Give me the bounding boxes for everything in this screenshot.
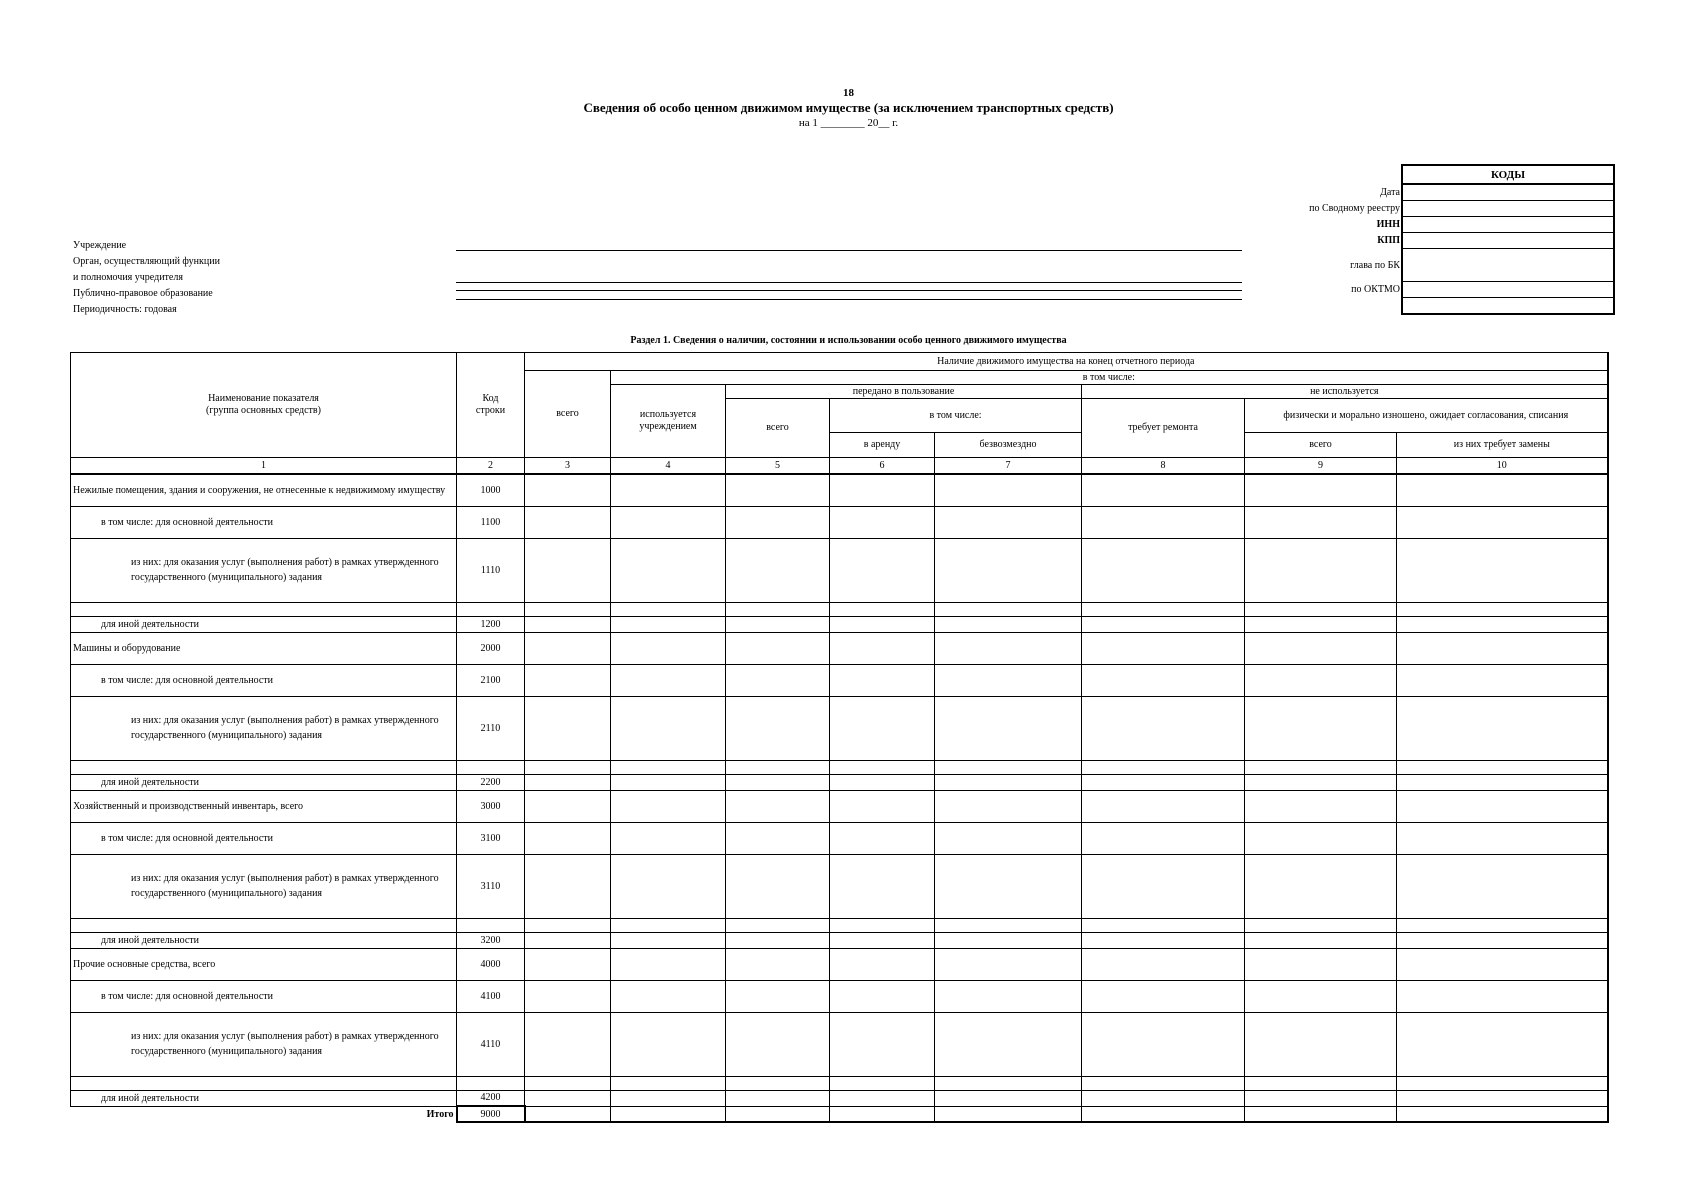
value-cell[interactable] <box>830 918 935 932</box>
value-cell[interactable] <box>1245 1012 1397 1076</box>
table-row <box>71 1076 1608 1090</box>
value-cell[interactable] <box>1245 854 1397 918</box>
value-cell[interactable] <box>1082 854 1245 918</box>
value-cell[interactable] <box>1397 980 1608 1012</box>
municipality-label: Публично-правовое образование <box>73 288 213 299</box>
value-cell[interactable] <box>1397 948 1608 980</box>
table-row <box>71 932 1608 948</box>
value-cell[interactable] <box>1397 632 1608 664</box>
row-name <box>71 602 457 616</box>
document-header <box>0 86 1697 130</box>
founder-fill-line-2[interactable] <box>456 290 1242 291</box>
table-row <box>71 1012 1608 1076</box>
value-cell[interactable] <box>830 948 935 980</box>
value-cell[interactable] <box>830 664 935 696</box>
row-name: для иной деятельности <box>71 1090 457 1106</box>
column-number: 5 <box>726 458 830 475</box>
value-cell[interactable] <box>1245 822 1397 854</box>
value-cell[interactable] <box>1245 760 1397 774</box>
header-total: всего <box>525 371 611 458</box>
total-value-cell[interactable] <box>611 1106 726 1122</box>
value-cell[interactable] <box>935 980 1082 1012</box>
value-cell[interactable] <box>726 664 830 696</box>
value-cell[interactable] <box>726 760 830 774</box>
value-cell[interactable] <box>935 506 1082 538</box>
value-cell[interactable] <box>1397 822 1608 854</box>
row-code: 1110 <box>457 538 525 602</box>
value-cell[interactable] <box>935 1090 1082 1106</box>
value-cell[interactable] <box>830 980 935 1012</box>
value-cell[interactable] <box>1082 538 1245 602</box>
value-cell[interactable] <box>726 616 830 632</box>
founder-fill-line[interactable] <box>456 282 1242 283</box>
value-cell[interactable] <box>726 854 830 918</box>
header-worn-out-total: всего <box>1245 433 1397 458</box>
code-field-extra[interactable] <box>1402 298 1614 315</box>
header-transferred-including: в том числе: <box>830 399 1082 433</box>
value-cell[interactable] <box>611 822 726 854</box>
value-cell[interactable] <box>1245 602 1397 616</box>
value-cell[interactable] <box>830 696 935 760</box>
code-field-date[interactable] <box>1402 184 1614 201</box>
value-cell[interactable] <box>525 854 611 918</box>
row-name <box>71 760 457 774</box>
section-title: Раздел 1. Сведения о наличии, состоянии и использовании особо ценного движимого имущества <box>630 335 1067 346</box>
table-row <box>71 506 1608 538</box>
value-cell[interactable] <box>935 774 1082 790</box>
value-cell[interactable] <box>1082 474 1245 506</box>
value-cell[interactable] <box>935 854 1082 918</box>
value-cell[interactable] <box>1082 918 1245 932</box>
column-number: 10 <box>1397 458 1608 475</box>
value-cell[interactable] <box>1397 790 1608 822</box>
value-cell[interactable] <box>1082 1012 1245 1076</box>
row-name: в том числе: для основной деятельности <box>71 980 457 1012</box>
value-cell[interactable] <box>525 774 611 790</box>
value-cell[interactable] <box>1082 822 1245 854</box>
row-code: 4110 <box>457 1012 525 1076</box>
value-cell[interactable] <box>1245 696 1397 760</box>
value-cell[interactable] <box>1397 918 1608 932</box>
row-code: 2000 <box>457 632 525 664</box>
value-cell[interactable] <box>830 1076 935 1090</box>
value-cell[interactable] <box>611 632 726 664</box>
header-including: в том числе: <box>611 371 1608 385</box>
value-cell[interactable] <box>611 760 726 774</box>
code-field-kpp[interactable] <box>1402 233 1614 249</box>
table-row <box>71 696 1608 760</box>
value-cell[interactable] <box>726 1012 830 1076</box>
codes-label-bk: глава по БК <box>1350 259 1400 271</box>
value-cell[interactable] <box>726 1076 830 1090</box>
value-cell[interactable] <box>1245 538 1397 602</box>
table-row <box>71 854 1608 918</box>
row-name: для иной деятельности <box>71 616 457 632</box>
value-cell[interactable] <box>1245 632 1397 664</box>
value-cell[interactable] <box>726 774 830 790</box>
column-number: 6 <box>830 458 935 475</box>
header-requires-repair: требует ремонта <box>1082 399 1245 458</box>
value-cell[interactable] <box>611 1090 726 1106</box>
value-cell[interactable] <box>935 538 1082 602</box>
row-code: 3200 <box>457 932 525 948</box>
row-code: 2100 <box>457 664 525 696</box>
column-number: 7 <box>935 458 1082 475</box>
value-cell[interactable] <box>726 918 830 932</box>
value-cell[interactable] <box>726 1090 830 1106</box>
total-value-cell[interactable] <box>726 1106 830 1122</box>
value-cell[interactable] <box>611 854 726 918</box>
value-cell[interactable] <box>935 948 1082 980</box>
row-code: 1100 <box>457 506 525 538</box>
table-row <box>71 664 1608 696</box>
value-cell[interactable] <box>1082 602 1245 616</box>
value-cell[interactable] <box>1082 790 1245 822</box>
total-value-cell[interactable] <box>830 1106 935 1122</box>
row-code <box>457 760 525 774</box>
value-cell[interactable] <box>830 616 935 632</box>
value-cell[interactable] <box>611 790 726 822</box>
value-cell[interactable] <box>1082 1076 1245 1090</box>
value-cell[interactable] <box>525 1076 611 1090</box>
value-cell[interactable] <box>935 474 1082 506</box>
codes-block <box>1175 164 1615 315</box>
value-cell[interactable] <box>1082 774 1245 790</box>
value-cell[interactable] <box>935 918 1082 932</box>
row-name: из них: для оказания услуг (выполнения работ) в рамках утвержденного государственного (муниципального) задания <box>71 1012 457 1076</box>
value-cell[interactable] <box>611 918 726 932</box>
value-cell[interactable] <box>935 696 1082 760</box>
value-cell[interactable] <box>1397 538 1608 602</box>
value-cell[interactable] <box>1397 696 1608 760</box>
value-cell[interactable] <box>1245 1090 1397 1106</box>
value-cell[interactable] <box>611 616 726 632</box>
value-cell[interactable] <box>1082 760 1245 774</box>
value-cell[interactable] <box>1082 632 1245 664</box>
row-name: из них: для оказания услуг (выполнения работ) в рамках утвержденного государственного (муниципального) задания <box>71 696 457 760</box>
municipality-fill-line[interactable] <box>456 299 1242 300</box>
row-name: в том числе: для основной деятельности <box>71 664 457 696</box>
table-row <box>71 948 1608 980</box>
value-cell[interactable] <box>1082 948 1245 980</box>
value-cell[interactable] <box>1245 918 1397 932</box>
header-presence: Наличие движимого имущества на конец отчетного периода <box>525 353 1608 371</box>
table-row <box>71 632 1608 664</box>
institution-fill-line[interactable] <box>456 250 1242 251</box>
value-cell[interactable] <box>611 602 726 616</box>
row-name <box>71 918 457 932</box>
table-row <box>71 760 1608 774</box>
value-cell[interactable] <box>830 632 935 664</box>
value-cell[interactable] <box>1245 948 1397 980</box>
document-title: Сведения об особо ценном движимом имуществе (за исключением транспортных средств) <box>583 100 1114 115</box>
row-name: в том числе: для основной деятельности <box>71 506 457 538</box>
row-code: 3110 <box>457 854 525 918</box>
total-value-cell[interactable] <box>1397 1106 1608 1122</box>
value-cell[interactable] <box>830 760 935 774</box>
row-name: из них: для оказания услуг (выполнения работ) в рамках утвержденного государственного (муниципального) задания <box>71 538 457 602</box>
header-free: безвозмездно <box>935 433 1082 458</box>
value-cell[interactable] <box>1245 506 1397 538</box>
row-name: Нежилые помещения, здания и сооружения, не отнесенные к недвижимому имуществу <box>71 474 457 506</box>
header-indicator-name: Наименование показателя (группа основных средств) <box>71 353 457 458</box>
founder-label-line1: Орган, осуществляющий функции <box>73 256 220 267</box>
row-name: Хозяйственный и производственный инвентарь, всего <box>71 790 457 822</box>
value-cell[interactable] <box>525 1012 611 1076</box>
table-row <box>71 918 1608 932</box>
row-code: 2200 <box>457 774 525 790</box>
code-field-inn[interactable] <box>1402 217 1614 233</box>
value-cell[interactable] <box>726 980 830 1012</box>
codes-label-registry: по Сводному реестру <box>1309 203 1400 214</box>
table-row <box>71 474 1608 506</box>
value-cell[interactable] <box>611 932 726 948</box>
codes-label-date: Дата <box>1380 186 1400 198</box>
value-cell[interactable] <box>830 602 935 616</box>
value-cell[interactable] <box>525 918 611 932</box>
row-code <box>457 918 525 932</box>
row-code: 3000 <box>457 790 525 822</box>
column-number: 2 <box>457 458 525 475</box>
value-cell[interactable] <box>611 948 726 980</box>
value-cell[interactable] <box>525 506 611 538</box>
value-cell[interactable] <box>1397 1090 1608 1106</box>
value-cell[interactable] <box>525 980 611 1012</box>
value-cell[interactable] <box>935 760 1082 774</box>
column-number: 3 <box>525 458 611 475</box>
total-value-cell[interactable] <box>1082 1106 1245 1122</box>
value-cell[interactable] <box>935 632 1082 664</box>
value-cell[interactable] <box>935 932 1082 948</box>
row-name: Прочие основные средства, всего <box>71 948 457 980</box>
value-cell[interactable] <box>525 538 611 602</box>
value-cell[interactable] <box>1245 774 1397 790</box>
row-name: из них: для оказания услуг (выполнения работ) в рамках утвержденного государственного (муниципального) задания <box>71 854 457 918</box>
table-row <box>71 538 1608 602</box>
periodicity-label: Периодичность: годовая <box>73 304 177 315</box>
value-cell[interactable] <box>1082 1090 1245 1106</box>
header-used: используется учреждением <box>611 385 726 458</box>
row-code: 4000 <box>457 948 525 980</box>
value-cell[interactable] <box>726 790 830 822</box>
header-requires-replacement: из них требует замены <box>1397 433 1608 458</box>
row-code <box>457 602 525 616</box>
value-cell[interactable] <box>525 474 611 506</box>
value-cell[interactable] <box>611 538 726 602</box>
value-cell[interactable] <box>1082 506 1245 538</box>
value-cell[interactable] <box>525 760 611 774</box>
value-cell[interactable] <box>830 822 935 854</box>
value-cell[interactable] <box>611 474 726 506</box>
value-cell[interactable] <box>1397 932 1608 948</box>
value-cell[interactable] <box>830 774 935 790</box>
row-code <box>457 1076 525 1090</box>
header-worn-out: физически и морально изношено, ожидает согласования, списания <box>1245 399 1608 433</box>
header-rent: в аренду <box>830 433 935 458</box>
value-cell[interactable] <box>726 632 830 664</box>
value-cell[interactable] <box>1397 1076 1608 1090</box>
value-cell[interactable] <box>525 632 611 664</box>
institution-label: Учреждение <box>73 240 127 251</box>
row-name: для иной деятельности <box>71 774 457 790</box>
value-cell[interactable] <box>1082 696 1245 760</box>
value-cell[interactable] <box>935 822 1082 854</box>
value-cell[interactable] <box>1397 506 1608 538</box>
column-number: 8 <box>1082 458 1245 475</box>
value-cell[interactable] <box>726 474 830 506</box>
value-cell[interactable] <box>525 932 611 948</box>
property-table <box>70 352 1609 1123</box>
total-row <box>71 1106 1608 1122</box>
row-code: 3100 <box>457 822 525 854</box>
value-cell[interactable] <box>726 538 830 602</box>
value-cell[interactable] <box>1245 980 1397 1012</box>
value-cell[interactable] <box>726 822 830 854</box>
value-cell[interactable] <box>611 664 726 696</box>
header-not-used: не используется <box>1082 385 1608 399</box>
value-cell[interactable] <box>525 790 611 822</box>
value-cell[interactable] <box>525 602 611 616</box>
value-cell[interactable] <box>1245 1076 1397 1090</box>
value-cell[interactable] <box>611 1012 726 1076</box>
value-cell[interactable] <box>611 1076 726 1090</box>
value-cell[interactable] <box>1397 774 1608 790</box>
value-cell[interactable] <box>1245 474 1397 506</box>
value-cell[interactable] <box>525 822 611 854</box>
value-cell[interactable] <box>726 696 830 760</box>
value-cell[interactable] <box>1245 932 1397 948</box>
value-cell[interactable] <box>830 1012 935 1076</box>
row-code: 1200 <box>457 616 525 632</box>
table-body <box>71 474 1608 1122</box>
value-cell[interactable] <box>935 664 1082 696</box>
value-cell[interactable] <box>525 696 611 760</box>
code-field-bk[interactable] <box>1402 249 1614 282</box>
table-row <box>71 1090 1608 1106</box>
value-cell[interactable] <box>830 538 935 602</box>
value-cell[interactable] <box>935 790 1082 822</box>
table-row <box>71 790 1608 822</box>
row-code: 2110 <box>457 696 525 760</box>
value-cell[interactable] <box>1397 664 1608 696</box>
table-row <box>71 980 1608 1012</box>
code-field-registry[interactable] <box>1402 201 1614 217</box>
row-name <box>71 1076 457 1090</box>
value-cell[interactable] <box>1245 616 1397 632</box>
value-cell[interactable] <box>611 774 726 790</box>
table-row <box>71 602 1608 616</box>
value-cell[interactable] <box>611 980 726 1012</box>
total-label: Итого <box>426 1108 454 1120</box>
institution-info <box>73 238 220 318</box>
column-number: 9 <box>1245 458 1397 475</box>
value-cell[interactable] <box>1397 474 1608 506</box>
page-number: 18 <box>843 87 854 99</box>
value-cell[interactable] <box>830 790 935 822</box>
table-row <box>71 774 1608 790</box>
value-cell[interactable] <box>935 602 1082 616</box>
value-cell[interactable] <box>935 1012 1082 1076</box>
founder-label-line2: и полномочия учредителя <box>73 272 183 283</box>
value-cell[interactable] <box>611 506 726 538</box>
value-cell[interactable] <box>935 1076 1082 1090</box>
value-cell[interactable] <box>525 664 611 696</box>
value-cell[interactable] <box>1082 664 1245 696</box>
table-row <box>71 822 1608 854</box>
table-row <box>71 616 1608 632</box>
row-name: для иной деятельности <box>71 932 457 948</box>
codes-header: КОДЫ <box>1402 165 1614 184</box>
value-cell[interactable] <box>1397 760 1608 774</box>
value-cell[interactable] <box>611 696 726 760</box>
value-cell[interactable] <box>1245 664 1397 696</box>
value-cell[interactable] <box>1082 616 1245 632</box>
column-number: 4 <box>611 458 726 475</box>
value-cell[interactable] <box>1397 1012 1608 1076</box>
row-code: 1000 <box>457 474 525 506</box>
header-transferred-total: всего <box>726 399 830 458</box>
value-cell[interactable] <box>726 506 830 538</box>
value-cell[interactable] <box>830 506 935 538</box>
row-name: Машины и оборудование <box>71 632 457 664</box>
value-cell[interactable] <box>1397 854 1608 918</box>
total-value-cell[interactable] <box>525 1106 611 1122</box>
value-cell[interactable] <box>1245 790 1397 822</box>
row-code: 4200 <box>457 1090 525 1106</box>
value-cell[interactable] <box>525 948 611 980</box>
value-cell[interactable] <box>830 1090 935 1106</box>
value-cell[interactable] <box>525 616 611 632</box>
value-cell[interactable] <box>935 616 1082 632</box>
total-value-cell[interactable] <box>935 1106 1082 1122</box>
value-cell[interactable] <box>726 932 830 948</box>
codes-label-oktmo: по ОКТМО <box>1351 284 1400 295</box>
row-code: 4100 <box>457 980 525 1012</box>
row-name: в том числе: для основной деятельности <box>71 822 457 854</box>
codes-label-inn: ИНН <box>1376 219 1400 230</box>
value-cell[interactable] <box>1397 602 1608 616</box>
column-number: 1 <box>71 458 457 475</box>
value-cell[interactable] <box>1397 616 1608 632</box>
codes-label-kpp: КПП <box>1377 235 1400 246</box>
code-field-oktmo[interactable] <box>1402 282 1614 298</box>
value-cell[interactable] <box>1082 932 1245 948</box>
value-cell[interactable] <box>525 1090 611 1106</box>
value-cell[interactable] <box>830 932 935 948</box>
value-cell[interactable] <box>726 602 830 616</box>
header-transferred: передано в пользование <box>726 385 1082 399</box>
value-cell[interactable] <box>830 474 935 506</box>
total-value-cell[interactable] <box>1245 1106 1397 1122</box>
header-row-code: Код строки <box>457 353 525 458</box>
total-code: 9000 <box>457 1106 525 1122</box>
value-cell[interactable] <box>1082 980 1245 1012</box>
report-date-line: на 1 ________ 20__ г. <box>798 117 899 129</box>
value-cell[interactable] <box>726 948 830 980</box>
value-cell[interactable] <box>830 854 935 918</box>
